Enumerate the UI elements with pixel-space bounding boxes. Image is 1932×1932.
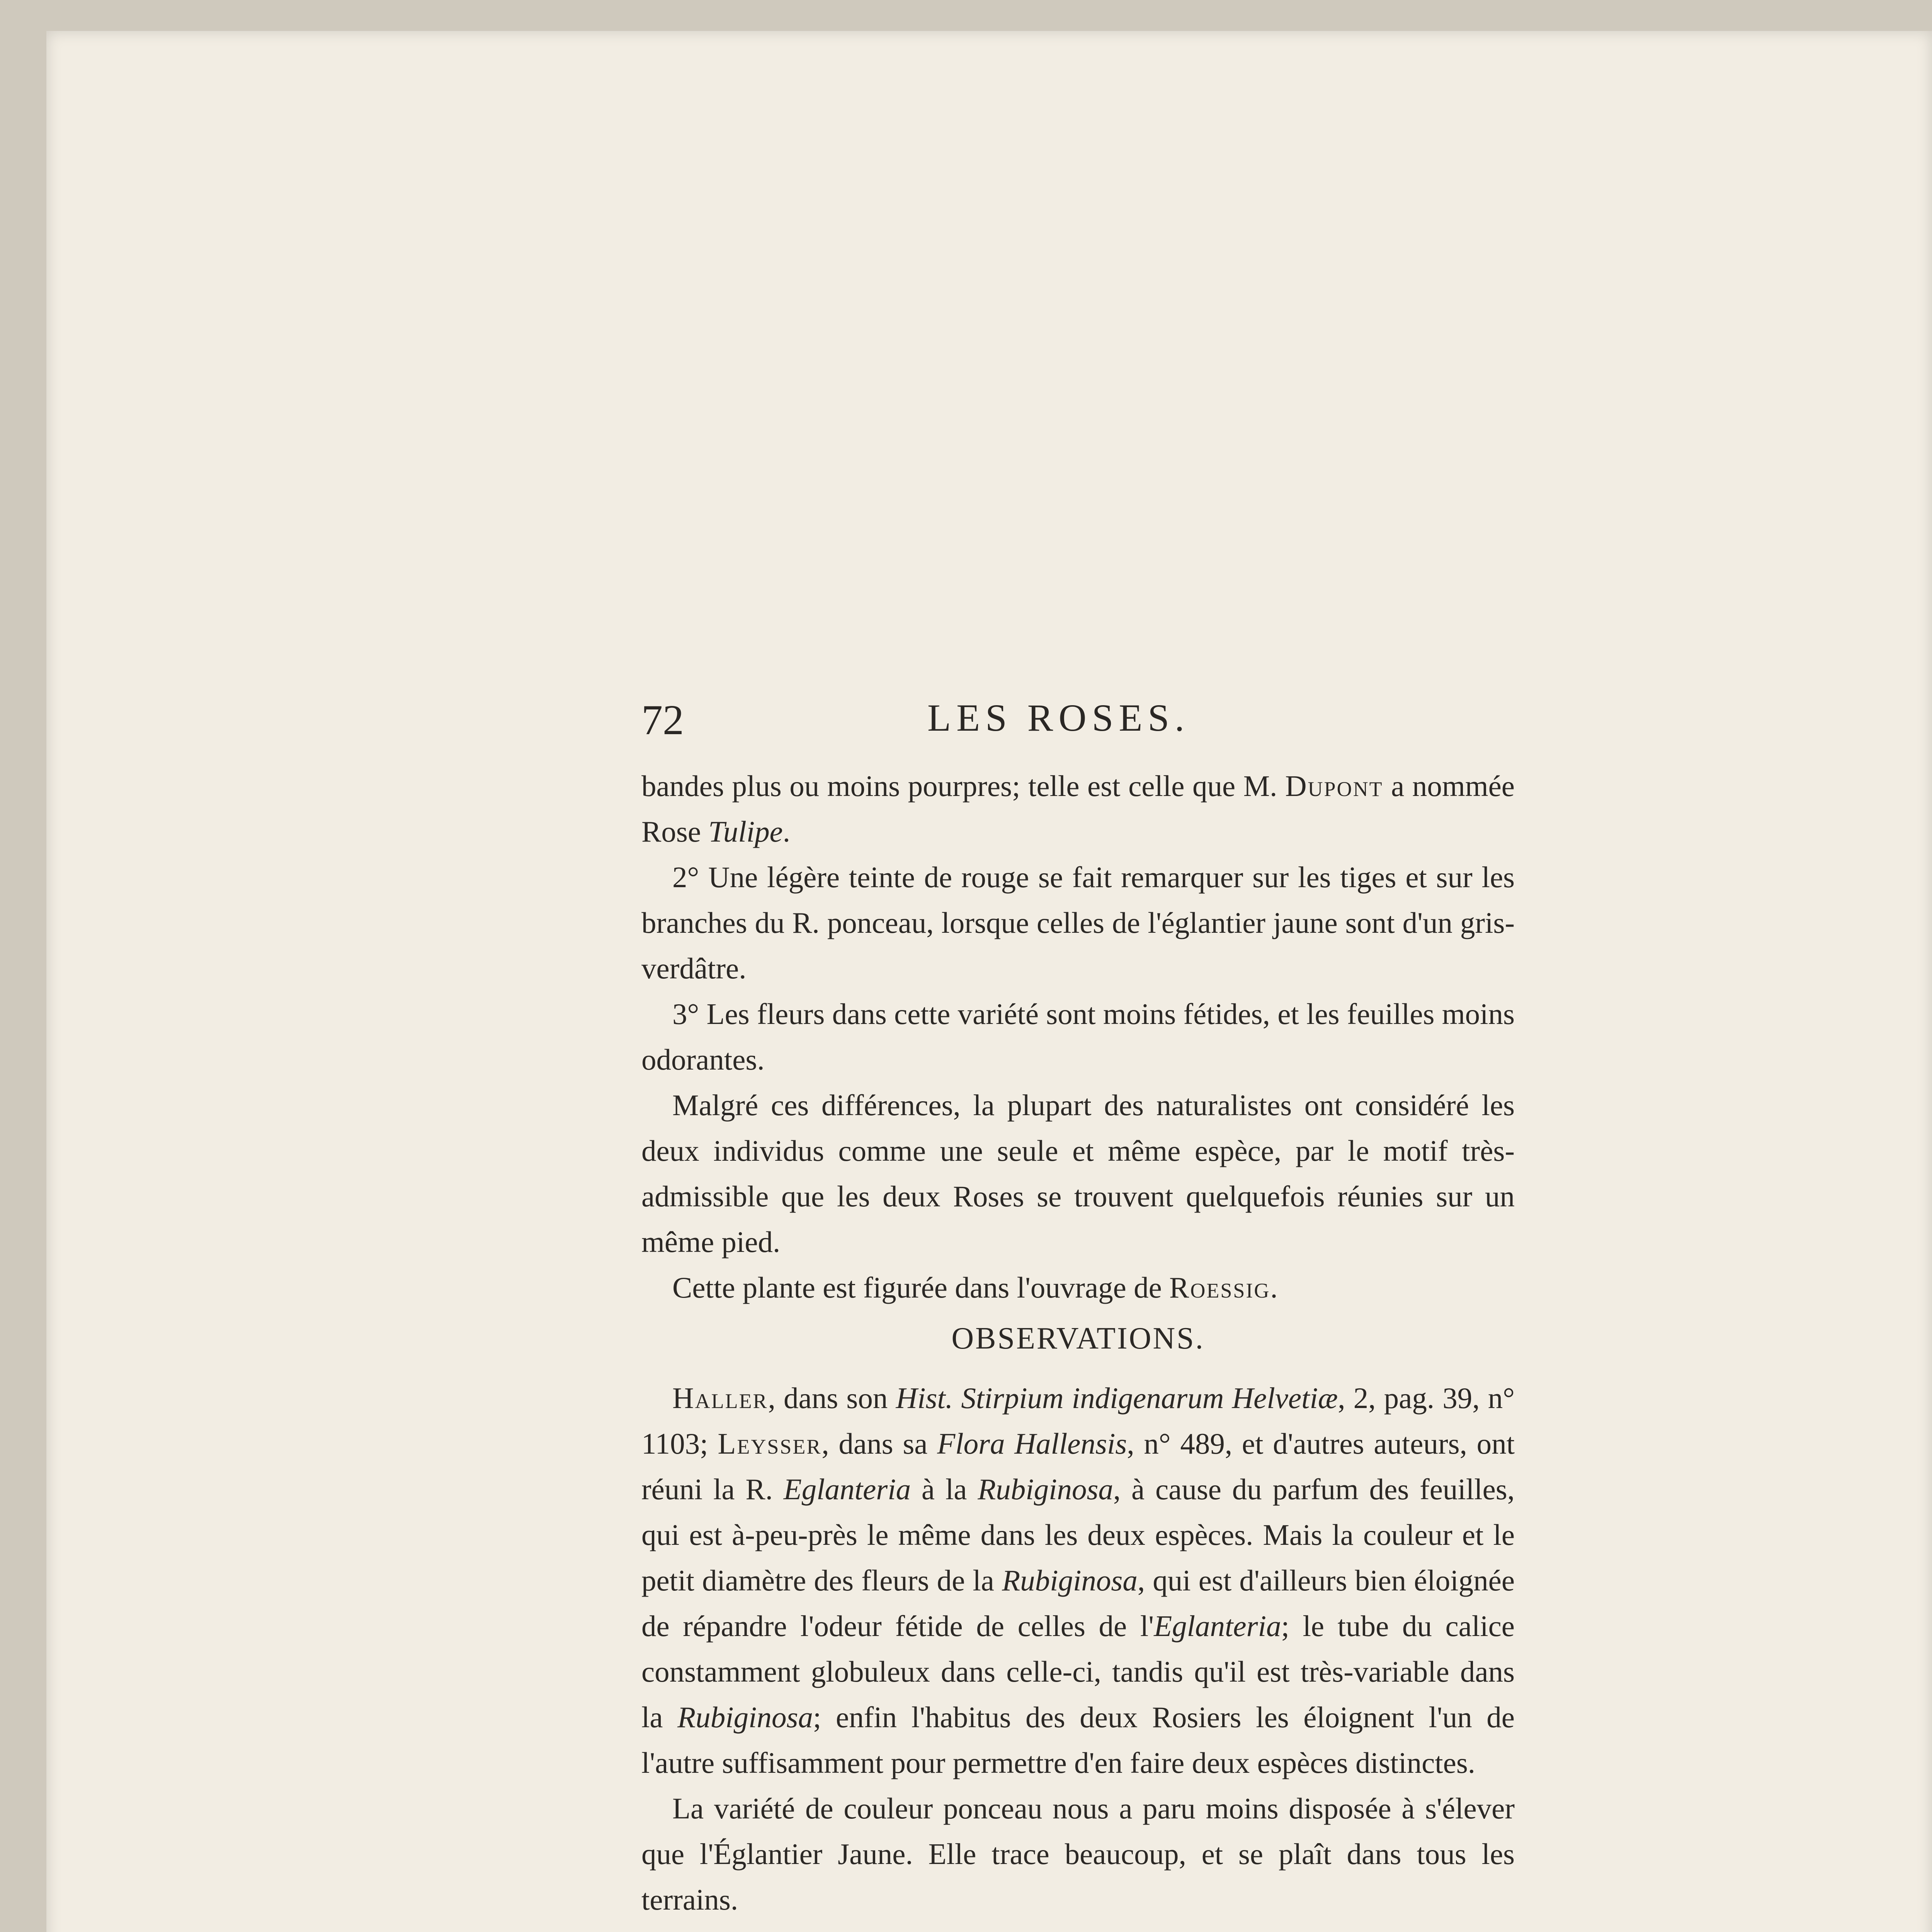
running-head: LES ROSES.	[927, 696, 1190, 739]
paragraph: bandes plus ou moins pourpres; telle est celle que M. Dupont a nommée Rose Tulipe.	[641, 769, 1515, 848]
paragraph: 2° Une légère teinte de rouge se fait remarquer sur les tiges et sur les branches du R. ponceau, lorsque celles de l'églantier jaune sont d'un gris-verdâtre.	[641, 861, 1515, 985]
paragraph: Cette plante est figurée dans l'ouvrage de Roessig.	[672, 1271, 1278, 1304]
paragraph: Haller, dans son Hist. Stirpium indigenarum Helvetiæ, 2, pag. 39, n° 1103; Leysser, dans sa Flora Hallensis, n° 489, et d'autres auteurs, ont réuni la R. Eglanteria à la Rubiginosa, à cause du parfum des feuilles, qui est à-peu-près le même dans les deux espèces. Mais la couleur et le petit diamètre des fleurs de la Rubiginosa, qui est d'ailleurs bien éloignée de répandre l'odeur fétide de celles de l'Eglanteria; le tube du calice constamment globuleux dans celle-ci, tandis qu'il est très-variable dans la Rubiginosa; enfin l'habitus des deux Rosiers les éloignent l'un de l'autre suffisamment pour permettre d'en faire deux espèces distinctes.	[641, 1381, 1515, 1779]
main-text	[641, 763, 1515, 1922]
page-number: 72	[641, 696, 684, 743]
paragraph: Malgré ces différences, la plupart des naturalistes ont considéré les deux individus comme une seule et même espèce, par le motif très-admissible que les deux Roses se trouvent quelquefois réunies sur un même pied.	[641, 1088, 1515, 1259]
paragraph: 3° Les fleurs dans cette variété sont moins fétides, et les feuilles moins odorantes.	[641, 997, 1515, 1076]
author-name: Leysser	[718, 1427, 822, 1460]
section-heading: OBSERVATIONS.	[951, 1321, 1205, 1355]
paragraph: La variété de couleur ponceau nous a paru moins disposée à s'élever que l'Églantier Jaune. Elle trace beaucoup, et se plaît dans tous les terrains.	[641, 1792, 1515, 1916]
author-name: Dupont	[1285, 769, 1383, 803]
author-name: Roessig	[1169, 1271, 1270, 1304]
author-name: Haller	[672, 1381, 768, 1415]
